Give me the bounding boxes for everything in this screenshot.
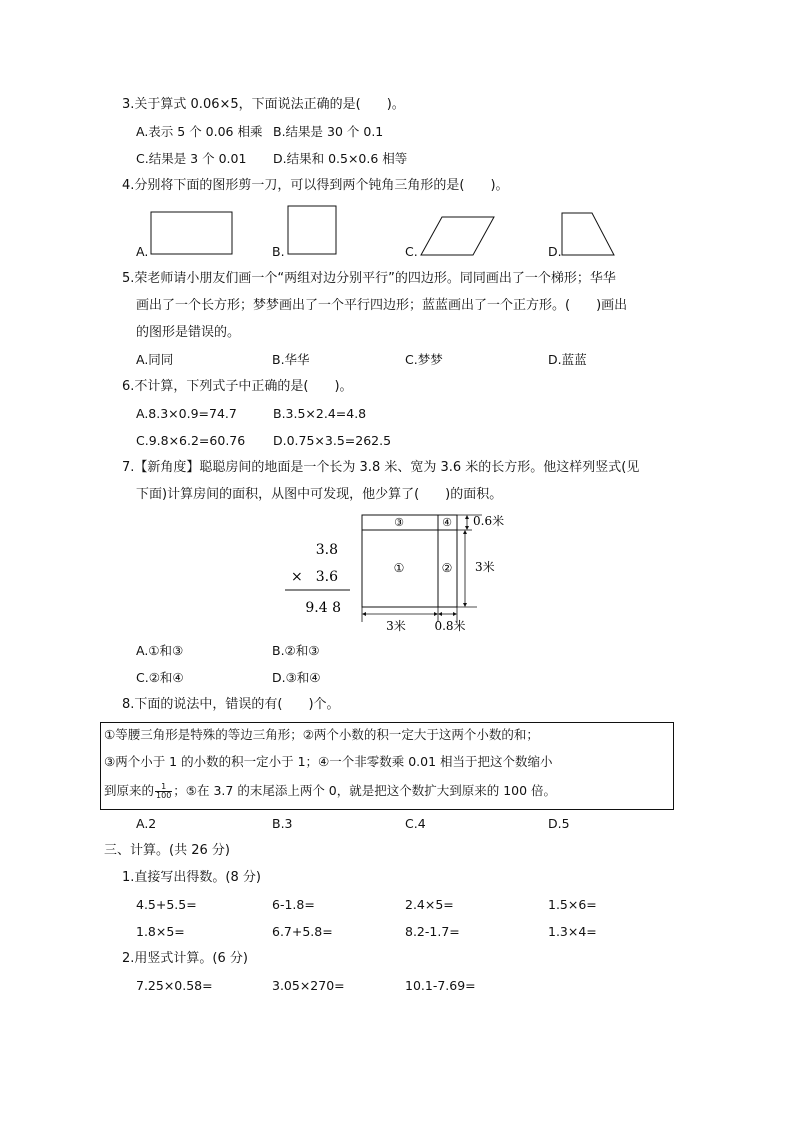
calc-item: 6-1.8=	[272, 897, 315, 912]
region-1-label: ①	[393, 561, 405, 575]
q6-option-a: A.8.3×0.9=74.7	[136, 406, 237, 421]
q8-option-d: D.5	[548, 816, 570, 831]
q5-option-d: D.蓝蓝	[548, 352, 587, 367]
section-3-title: 三、计算。(共 26 分)	[104, 843, 230, 858]
fraction-denominator: 100	[156, 791, 172, 800]
q8-statement-line-1: ①等腰三角形是特殊的等边三角形；②两个小数的积一定大于这两个小数的和；	[104, 727, 539, 742]
q8-line3-prefix: 到原来的	[104, 783, 155, 798]
q6-option-d: D.0.75×3.5=262.5	[273, 433, 392, 448]
q5-option-b: B.华华	[272, 352, 310, 367]
q4-square-figure	[287, 205, 339, 257]
dimension-0.6m: 0.6米	[473, 514, 505, 528]
q5-line-2: 画出了一个长方形；梦梦画出了一个平行四边形；蓝蓝画出了一个正方形。( )画出	[136, 298, 628, 313]
q7-option-c: C.②和④	[136, 670, 184, 685]
q5-line-3: 的图形是错误的。	[136, 325, 241, 340]
q3-stem: 3.关于算式 0.06×5，下面说法正确的是( )。	[122, 97, 405, 112]
q5-option-c: C.梦梦	[405, 352, 443, 367]
q7-option-b: B.②和③	[272, 643, 320, 658]
calc-result: 9.4 8	[305, 600, 341, 616]
vertical-calc-item: 3.05×270=	[272, 978, 345, 993]
region-4-label: ④	[442, 516, 452, 529]
q8-statement-line-2: ③两个小于 1 的小数的积一定小于 1；④一个非零数乘 0.01 相当于把这个数缩小	[104, 754, 553, 769]
calc-item: 6.7+5.8=	[272, 924, 333, 939]
q7-option-d: D.③和④	[272, 670, 321, 685]
dimension-3m-bottom: 3米	[386, 619, 406, 633]
q4-option-a: A.	[136, 244, 149, 259]
q7-line-1: 7.【新角度】聪聪房间的地面是一个长为 3.8 米、宽为 3.6 米的长方形。他这样列竖式(见	[122, 460, 640, 475]
section-3-sub-1: 1.直接写出得数。(8 分)	[122, 870, 261, 885]
q8-option-b: B.3	[272, 816, 293, 831]
fraction-numerator: 1	[155, 783, 172, 792]
calc-item: 4.5+5.5=	[136, 897, 197, 912]
q8-statement-line-3	[104, 781, 556, 801]
q8-stem: 8.下面的说法中，错误的有( )个。	[122, 697, 340, 712]
calc-times-sign: ×	[291, 569, 303, 585]
q4-rectangle-figure	[150, 211, 235, 256]
q4-stem: 4.分别将下面的图形剪一刀，可以得到两个钝角三角形的是( )。	[122, 178, 509, 193]
q3-option-d: D.结果和 0.5×0.6 相等	[273, 151, 408, 166]
q4-trapezoid-figure	[560, 211, 616, 257]
q3-option-a: A.表示 5 个 0.06 相乘	[136, 124, 263, 139]
fraction-1-100	[155, 783, 172, 800]
vertical-calc-item: 7.25×0.58=	[136, 978, 213, 993]
q5-line-1: 5.荣老师请小朋友们画一个“两组对边分别平行”的四边形。同同画出了一个梯形；华华	[122, 271, 616, 286]
q6-option-b: B.3.5×2.4=4.8	[273, 406, 367, 421]
calc-second-number: 3.6	[315, 569, 338, 585]
q6-stem: 6.不计算，下列式子中正确的是( )。	[122, 379, 353, 394]
region-3-label: ③	[394, 516, 404, 529]
q7-option-a: A.①和③	[136, 643, 184, 658]
q3-option-c: C.结果是 3 个 0.01	[136, 151, 247, 166]
calc-item: 1.5×6=	[548, 897, 597, 912]
q8-option-a: A.2	[136, 816, 157, 831]
q7-line-2: 下面)计算房间的面积，从图中可发现，他少算了( )的面积。	[136, 487, 503, 502]
calc-item: 1.3×4=	[548, 924, 597, 939]
vertical-calc-item: 10.1-7.69=	[405, 978, 476, 993]
q4-option-c: C.	[405, 244, 418, 259]
q6-option-c: C.9.8×6.2=60.76	[136, 433, 246, 448]
q4-option-d: D.	[548, 244, 562, 259]
calc-item: 2.4×5=	[405, 897, 454, 912]
calc-item: 1.8×5=	[136, 924, 185, 939]
dimension-3m-right: 3米	[475, 560, 495, 574]
q8-line3-suffix: ；⑤在 3.7 的末尾添上两个 0，就是把这个数扩大到原来的 100 倍。	[173, 783, 557, 798]
calc-item: 8.2-1.7=	[405, 924, 460, 939]
section-3-sub-2: 2.用竖式计算。(6 分)	[122, 951, 248, 966]
calc-top-number: 3.8	[315, 542, 338, 558]
region-2-label: ②	[441, 561, 453, 575]
dimension-0.8m: 0.8米	[434, 619, 466, 633]
q3-option-b: B.结果是 30 个 0.1	[273, 124, 384, 139]
q7-figure	[280, 510, 520, 635]
q4-parallelogram-figure	[420, 215, 496, 257]
q8-option-c: C.4	[405, 816, 426, 831]
q5-option-a: A.同同	[136, 352, 174, 367]
q4-option-b: B.	[272, 244, 285, 259]
